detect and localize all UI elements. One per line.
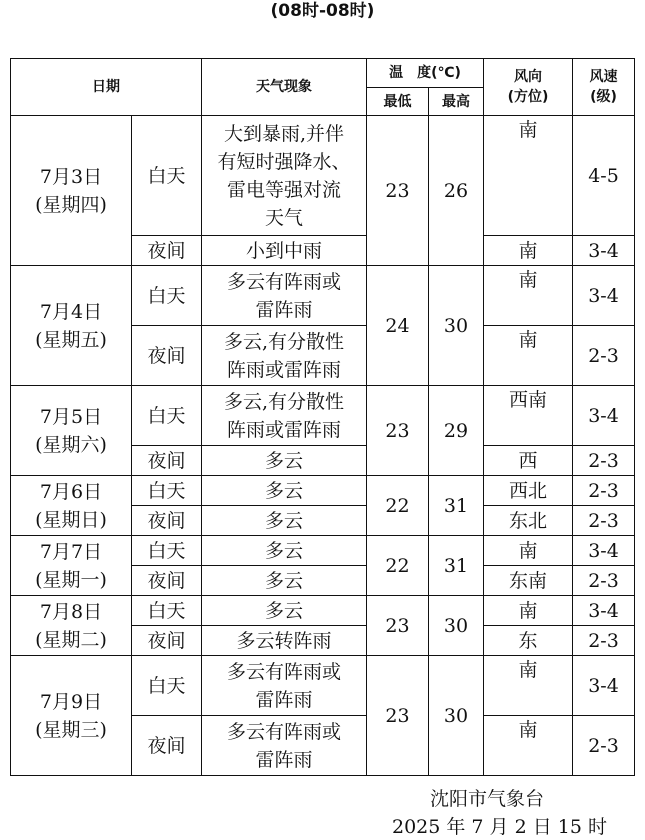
date-text: 7月8日	[39, 600, 103, 623]
wind-direction: 南	[484, 266, 573, 326]
period-label: 夜间	[132, 446, 202, 476]
weather-cell	[202, 626, 367, 656]
period-label: 白天	[132, 596, 202, 626]
forecast-row-day	[11, 596, 635, 626]
wind-direction: 西	[484, 446, 573, 476]
weather-cell	[202, 596, 367, 626]
header-wind-speed	[573, 59, 635, 116]
weekday-text: (星期二)	[35, 628, 107, 651]
weather-cell	[202, 566, 367, 596]
temp-low: 23	[367, 656, 429, 776]
temp-high: 29	[429, 386, 484, 476]
period-label: 白天	[132, 386, 202, 446]
weekday-text: (星期三)	[35, 718, 107, 741]
weather-text: 雷阵雨	[255, 298, 313, 321]
wind-speed: 3-4	[573, 236, 635, 266]
wind-direction: 南	[484, 116, 573, 236]
header-wind-speed-label: 风速	[589, 69, 618, 85]
weather-text: 雷阵雨	[255, 688, 313, 711]
weather-text: 雷阵雨	[255, 748, 313, 771]
temp-high: 31	[429, 536, 484, 596]
temp-low: 23	[367, 116, 429, 266]
temp-high: 30	[429, 596, 484, 656]
wind-speed: 3-4	[573, 656, 635, 716]
period-label: 夜间	[132, 506, 202, 536]
wind-speed: 3-4	[573, 596, 635, 626]
wind-speed: 2-3	[573, 446, 635, 476]
weekday-text: (星期日)	[35, 508, 107, 531]
forecast-row-day	[11, 386, 635, 446]
weather-text: 阵雨或雷阵雨	[226, 358, 341, 381]
date-text: 7月5日	[39, 405, 103, 428]
weather-cell	[202, 326, 367, 386]
forecast-row-day	[11, 476, 635, 506]
forecast-row-day	[11, 656, 635, 716]
header-wind-speed-unit: (级)	[590, 89, 617, 105]
date-cell	[11, 656, 132, 776]
header-temperature: 温 度(℃)	[367, 59, 484, 88]
weather-text: 多云	[264, 479, 303, 502]
date-text: 7月9日	[39, 690, 103, 713]
weather-text: 多云有阵雨或	[226, 660, 341, 683]
date-cell	[11, 596, 132, 656]
weather-text: 多云	[264, 509, 303, 532]
date-text: 7月6日	[39, 480, 103, 503]
header-temp-low: 最低	[367, 88, 429, 116]
period-label: 夜间	[132, 566, 202, 596]
wind-direction: 东	[484, 626, 573, 656]
period-label: 白天	[132, 476, 202, 506]
wind-direction: 东北	[484, 506, 573, 536]
temp-high: 30	[429, 656, 484, 776]
weather-text: 多云有阵雨或	[226, 720, 341, 743]
date-text: 7月7日	[39, 540, 103, 563]
weather-cell	[202, 656, 367, 716]
weather-cell	[202, 446, 367, 476]
weather-cell	[202, 116, 367, 236]
temp-low: 22	[367, 476, 429, 536]
weather-text: 多云转阵雨	[236, 629, 332, 652]
weekday-text: (星期一)	[35, 568, 107, 591]
weather-text: 天气	[264, 206, 303, 229]
date-cell	[11, 266, 132, 386]
wind-direction: 西北	[484, 476, 573, 506]
weekday-text: (星期四)	[35, 193, 107, 216]
weather-cell	[202, 476, 367, 506]
weather-text: 多云有阵雨或	[226, 270, 341, 293]
temp-low: 24	[367, 266, 429, 386]
weather-cell	[202, 536, 367, 566]
forecast-row-day	[11, 536, 635, 566]
weather-text: 有短时强降水、	[217, 150, 351, 173]
weather-text: 大到暴雨,并伴	[223, 122, 345, 145]
weather-text: 阵雨或雷阵雨	[226, 418, 341, 441]
date-text: 7月3日	[39, 165, 103, 188]
weather-text: 多云	[264, 449, 303, 472]
period-label: 夜间	[132, 626, 202, 656]
date-cell	[11, 116, 132, 266]
period-label: 白天	[132, 116, 202, 236]
period-label: 夜间	[132, 236, 202, 266]
wind-direction: 南	[484, 596, 573, 626]
wind-speed: 3-4	[573, 536, 635, 566]
date-cell	[11, 476, 132, 536]
wind-direction: 南	[484, 536, 573, 566]
header-temp-high: 最高	[429, 88, 484, 116]
header-wind-direction-unit: (方位)	[507, 89, 549, 105]
date-cell	[11, 386, 132, 476]
wind-speed: 2-3	[573, 476, 635, 506]
wind-speed: 2-3	[573, 716, 635, 776]
date-cell	[11, 536, 132, 596]
weather-cell	[202, 386, 367, 446]
wind-speed: 3-4	[573, 266, 635, 326]
weather-text: 多云	[264, 599, 303, 622]
weather-cell	[202, 266, 367, 326]
temp-high: 30	[429, 266, 484, 386]
weather-text: 小到中雨	[245, 239, 322, 262]
temp-low: 23	[367, 596, 429, 656]
weather-text: 多云,有分散性	[223, 330, 345, 353]
wind-direction: 东南	[484, 566, 573, 596]
wind-speed: 2-3	[573, 326, 635, 386]
period-label: 白天	[132, 266, 202, 326]
wind-speed: 4-5	[573, 116, 635, 236]
temp-high: 31	[429, 476, 484, 536]
weather-text: 多云,有分散性	[223, 390, 345, 413]
forecast-row-day	[11, 266, 635, 326]
issuing-office: 沈阳市气象台	[430, 788, 545, 810]
wind-speed: 3-4	[573, 386, 635, 446]
wind-speed: 2-3	[573, 506, 635, 536]
weekday-text: (星期五)	[35, 328, 107, 351]
wind-speed: 2-3	[573, 626, 635, 656]
temp-high: 26	[429, 116, 484, 266]
header-weather: 天气现象	[202, 59, 367, 116]
temp-low: 23	[367, 386, 429, 476]
wind-direction: 南	[484, 236, 573, 266]
period-label: 夜间	[132, 326, 202, 386]
date-text: 7月4日	[39, 300, 103, 323]
wind-direction: 南	[484, 716, 573, 776]
weather-text: 雷电等强对流	[226, 178, 341, 201]
weather-text: 多云	[264, 539, 303, 562]
issue-datetime: 2025 年 7 月 2 日 15 时	[392, 816, 607, 838]
period-label: 白天	[132, 536, 202, 566]
header-wind-direction-label: 风向	[514, 69, 542, 85]
wind-direction: 南	[484, 326, 573, 386]
weekday-text: (星期六)	[35, 433, 107, 456]
wind-direction: 南	[484, 656, 573, 716]
header-wind-direction	[484, 59, 573, 116]
wind-direction: 西南	[484, 386, 573, 446]
period-label: 白天	[132, 656, 202, 716]
wind-speed: 2-3	[573, 566, 635, 596]
document-title: (08时-08时)	[270, 1, 375, 21]
forecast-row-day	[11, 116, 635, 236]
temp-low: 22	[367, 536, 429, 596]
header-date: 日期	[11, 59, 202, 116]
forecast-table	[10, 58, 635, 776]
weather-cell	[202, 506, 367, 536]
weather-text: 多云	[264, 569, 303, 592]
weather-cell	[202, 716, 367, 776]
weather-cell	[202, 236, 367, 266]
period-label: 夜间	[132, 716, 202, 776]
